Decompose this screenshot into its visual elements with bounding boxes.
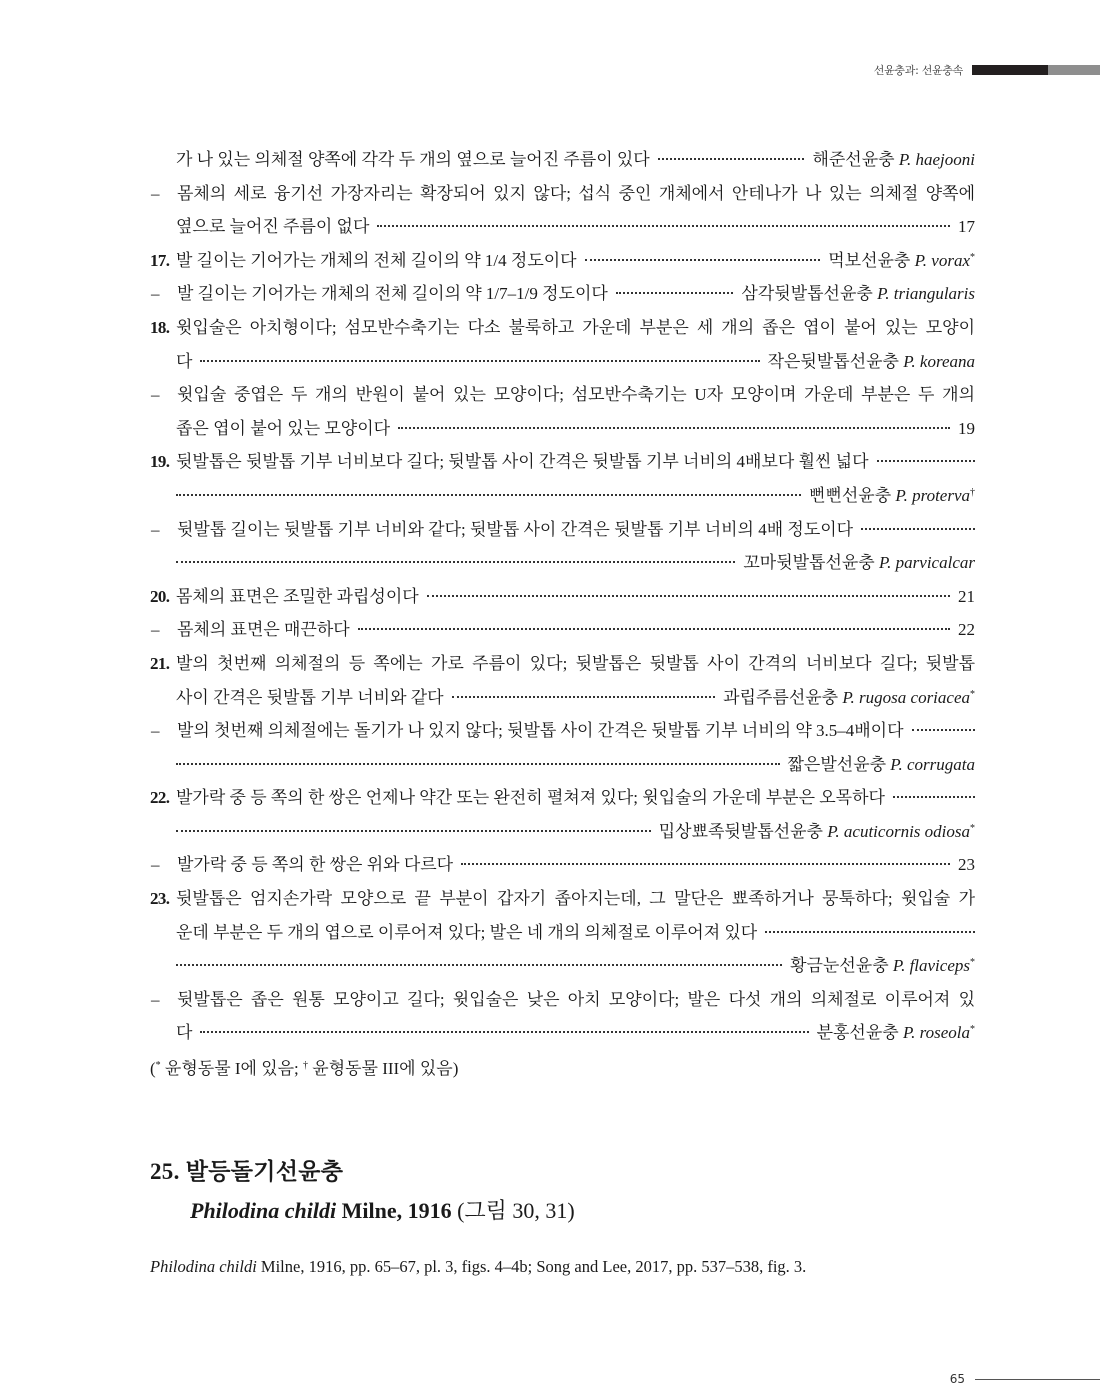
key-body [176, 315, 975, 341]
key-result [812, 147, 975, 173]
footnote-star: * [155, 1060, 161, 1072]
key-row [150, 315, 975, 349]
key-row [150, 685, 975, 719]
leader-dots [200, 360, 759, 362]
key-text: 발 길이는 기어가는 개체의 전체 길이의 약 1/7–1/9 정도이다 [177, 284, 608, 304]
key-row [150, 1020, 975, 1054]
citation-species: Philodina childi [150, 1257, 257, 1276]
scientific-name: P. triangularis [877, 284, 975, 304]
key-body [176, 685, 975, 711]
key-text: 발가락 중 등 쪽의 한 쌍은 언제나 약간 또는 완전히 펼쳐져 있다; 윗입술의 가운데 부분은 오목하다 [176, 788, 885, 808]
key-row [150, 920, 975, 954]
header-bar-dark [972, 65, 1048, 75]
leader-dots [176, 964, 782, 966]
scientific-name: P. corrugata [890, 754, 975, 774]
key-row [150, 752, 975, 786]
key-number: 23. [150, 889, 170, 909]
section-title: 25. 발등돌기선윤충 [150, 1159, 344, 1184]
species-section [150, 1153, 575, 1225]
key-goto: 23 [958, 855, 975, 875]
korean-name: 해준선윤충 [812, 150, 895, 169]
key-row [150, 550, 975, 584]
key-row [150, 147, 975, 181]
key-goto: 19 [958, 418, 975, 438]
key-dash: – [151, 519, 160, 539]
key-number: 20. [150, 586, 170, 606]
key-footnote [150, 1056, 975, 1082]
scientific-name: P. flaviceps [892, 956, 970, 976]
key-result [809, 483, 975, 509]
key-row [150, 584, 975, 618]
leader-dots [877, 460, 975, 462]
key-body [177, 181, 975, 207]
key-body [176, 819, 975, 845]
key-text: 좁은 엽이 붙어 있는 모양이다 [176, 418, 391, 438]
key-body [176, 886, 975, 912]
key-result [723, 685, 975, 711]
key-text: 몸체의 표면은 매끈하다 [177, 620, 350, 640]
identification-key [150, 147, 975, 1082]
key-text: 다 [176, 1023, 193, 1043]
leader-dots [427, 595, 950, 597]
key-result [659, 819, 975, 845]
leader-dots [585, 259, 821, 261]
key-row [150, 416, 975, 450]
scientific-name: P. haejooni [898, 150, 975, 169]
running-header [874, 62, 1100, 78]
key-row [150, 181, 975, 215]
footnote-mark: * [970, 957, 975, 969]
scientific-name: P. roseola [902, 1023, 970, 1043]
leader-dots [893, 796, 975, 798]
key-goto: 17 [958, 217, 975, 237]
key-row [150, 819, 975, 853]
key-body [177, 517, 975, 543]
scientific-name: P. vorax [914, 250, 970, 270]
key-row [150, 852, 975, 886]
key-body [177, 382, 975, 408]
leader-dots [377, 225, 950, 227]
key-row [150, 449, 975, 483]
korean-name: 뻔뻔선윤충 [809, 485, 892, 505]
key-body [176, 214, 975, 240]
figure-reference: (그림 30, 31) [451, 1198, 575, 1223]
footer-rule [975, 1379, 1100, 1380]
key-result [788, 752, 976, 778]
key-result [768, 349, 975, 375]
key-body [176, 785, 975, 811]
key-text: 발가락 중 등 쪽의 한 쌍은 위와 다르다 [177, 855, 454, 875]
key-body [177, 987, 975, 1013]
key-result [743, 550, 975, 576]
key-row [150, 248, 975, 282]
leader-dots [861, 528, 975, 530]
leader-dots [176, 494, 801, 496]
key-text: 윗입술 중엽은 두 개의 반원이 붙어 있는 모양이다; 섬모반수축기는 U자 모양이며 가운데 부분은 두 개의 [177, 385, 975, 405]
key-body [176, 920, 975, 946]
page-number: 65 [949, 1372, 965, 1386]
footnote-open: ( [150, 1059, 156, 1079]
key-number: 19. [150, 452, 170, 472]
key-dash: – [151, 183, 160, 203]
key-text: 다 [176, 351, 193, 371]
key-text: 옆으로 늘어진 주름이 없다 [176, 217, 370, 237]
korean-name: 삼각뒷발톱선윤충 [741, 284, 873, 304]
key-number: 17. [150, 250, 170, 270]
key-goto: 22 [958, 620, 975, 640]
korean-name: 황금눈선윤충 [790, 956, 889, 976]
leader-dots [912, 729, 975, 731]
leader-dots [176, 561, 735, 563]
key-body [176, 584, 975, 610]
key-text: 발의 첫번째 의체절에는 돌기가 나 있지 않다; 뒷발톱 사이 간격은 뒷발톱 기부 너비의 약 3.5–4배이다 [177, 721, 904, 741]
key-row [150, 382, 975, 416]
leader-dots [200, 1031, 808, 1033]
korean-name: 먹보선윤충 [828, 250, 911, 270]
key-text: 뒷발톱은 엄지손가락 모양으로 끝 부분이 갑자기 좁아지는데, 그 말단은 뾰족하거나 뭉툭하다; 윗입술 가 [176, 889, 975, 909]
key-dash: – [151, 855, 160, 875]
korean-name: 과립주름선윤충 [723, 687, 839, 707]
key-number: 18. [150, 317, 170, 337]
key-row [150, 617, 975, 651]
key-body [176, 953, 975, 979]
footnote-dagger-text: 윤형동물 III에 있음) [308, 1059, 459, 1079]
leader-dots [461, 863, 950, 865]
key-row [150, 281, 975, 315]
synonymy-citation [150, 1257, 806, 1277]
korean-name: 짧은발선윤충 [787, 754, 887, 774]
scientific-name: P. proterva [895, 485, 970, 505]
section-scientific-name [190, 1194, 575, 1225]
key-body [177, 718, 975, 744]
header-bar-gray [1048, 65, 1100, 75]
leader-dots [176, 763, 780, 765]
key-number: 21. [150, 653, 170, 673]
footnote-mark: † [970, 486, 975, 498]
key-row [150, 214, 975, 248]
key-row [150, 517, 975, 551]
key-body [176, 651, 975, 677]
leader-dots [616, 292, 734, 294]
key-text: 발 길이는 기어가는 개체의 전체 길이의 약 1/4 정도이다 [176, 250, 577, 270]
korean-name: 밉상뾰족뒷발톱선윤충 [658, 821, 823, 841]
citation-text: Milne, 1916, pp. 65–67, pl. 3, figs. 4–4b; Song and Lee, 2017, pp. 537–538, fig. 3. [256, 1257, 807, 1276]
key-row [150, 953, 975, 987]
key-row [150, 785, 975, 819]
key-text: 사이 간격은 뒷발톱 기부 너비와 같다 [176, 687, 444, 707]
key-body [176, 248, 975, 274]
key-result [817, 1020, 975, 1046]
species-author: Milne, 1916 [336, 1198, 452, 1223]
key-row [150, 349, 975, 383]
key-row [150, 886, 975, 920]
key-body [176, 449, 975, 475]
key-body [176, 1020, 975, 1046]
species-name: Philodina childi [190, 1198, 337, 1223]
key-goto: 21 [958, 586, 975, 606]
key-text: 발의 첫번째 의체절의 등 쪽에는 가로 주름이 있다; 뒷발톱은 뒷발톱 사이 간격의 너비보다 길다; 뒷발톱 [176, 653, 975, 673]
key-text: 뒷발톱은 뒷발톱 기부 너비보다 길다; 뒷발톱 사이 간격은 뒷발톱 기부 너비의 4배보다 훨씬 넓다 [176, 452, 869, 472]
key-text: 뒷발톱은 좁은 원통 모양이고 길다; 윗입술은 낮은 아치 모양이다; 발은 다섯 개의 의체절로 이루어져 있 [177, 989, 975, 1009]
footnote-dagger: † [303, 1060, 309, 1072]
leader-dots [398, 427, 950, 429]
key-text: 뒷발톱 길이는 뒷발톱 기부 너비와 같다; 뒷발톱 사이 간격은 뒷발톱 기부 너비의 4배 정도이다 [177, 519, 854, 539]
leader-dots [358, 628, 950, 630]
key-body [176, 349, 975, 375]
key-row [150, 651, 975, 685]
key-body [176, 416, 975, 442]
footnote-mark: * [970, 688, 975, 700]
key-row [150, 483, 975, 517]
key-result [828, 248, 975, 274]
page-footer [950, 1372, 1100, 1386]
leader-dots [452, 696, 716, 698]
footnote-mark: * [970, 1024, 975, 1036]
scientific-name: P. parvicalcar [878, 553, 975, 573]
footnote-mark: * [970, 822, 975, 834]
key-text: 몸체의 세로 융기선 가장자리는 확장되어 있지 않다; 섭식 중인 개체에서 안테나가 나 있는 의체절 양쪽에 [177, 183, 975, 203]
key-body [176, 483, 975, 509]
key-text: 가 나 있는 의체절 양쪽에 각각 두 개의 옆으로 늘어진 주름이 있다 [176, 150, 650, 169]
key-text: 몸체의 표면은 조밀한 과립성이다 [176, 586, 419, 606]
key-dash: – [151, 284, 160, 304]
key-body [177, 617, 975, 643]
korean-name: 작은뒷발톱선윤충 [767, 351, 899, 371]
key-body [177, 281, 975, 307]
key-dash: – [151, 721, 160, 741]
key-body [176, 550, 975, 576]
scientific-name: P. acuticornis odiosa [827, 821, 970, 841]
key-body [177, 852, 975, 878]
leader-dots [658, 158, 805, 160]
key-number: 22. [150, 788, 170, 808]
key-dash: – [151, 989, 160, 1009]
footnote-mark: * [970, 251, 975, 263]
korean-name: 분홍선윤충 [816, 1023, 899, 1043]
key-text: 운데 부분은 두 개의 엽으로 이루어져 있다; 발은 네 개의 의체절로 이루어져 있다 [176, 922, 758, 942]
key-text: 윗입술은 아치형이다; 섬모반수축기는 다소 불룩하고 가운데 부분은 세 개의 좁은 엽이 붙어 있는 모양이 [176, 317, 975, 337]
key-row [150, 718, 975, 752]
key-dash: – [151, 385, 160, 405]
key-result [790, 953, 975, 979]
key-body [176, 147, 975, 173]
leader-dots [765, 931, 975, 933]
korean-name: 꼬마뒷발톱선윤충 [743, 553, 875, 573]
key-body [176, 752, 975, 778]
key-dash: – [151, 620, 160, 640]
scientific-name: P. rugosa coriacea [842, 687, 970, 707]
scientific-name: P. koreana [903, 351, 975, 371]
key-result [741, 281, 975, 307]
footnote-star-text: 윤형동물 I에 있음; [160, 1059, 304, 1079]
leader-dots [176, 830, 651, 832]
key-row [150, 987, 975, 1021]
running-title: 선윤충과: 선윤충속 [873, 64, 963, 77]
